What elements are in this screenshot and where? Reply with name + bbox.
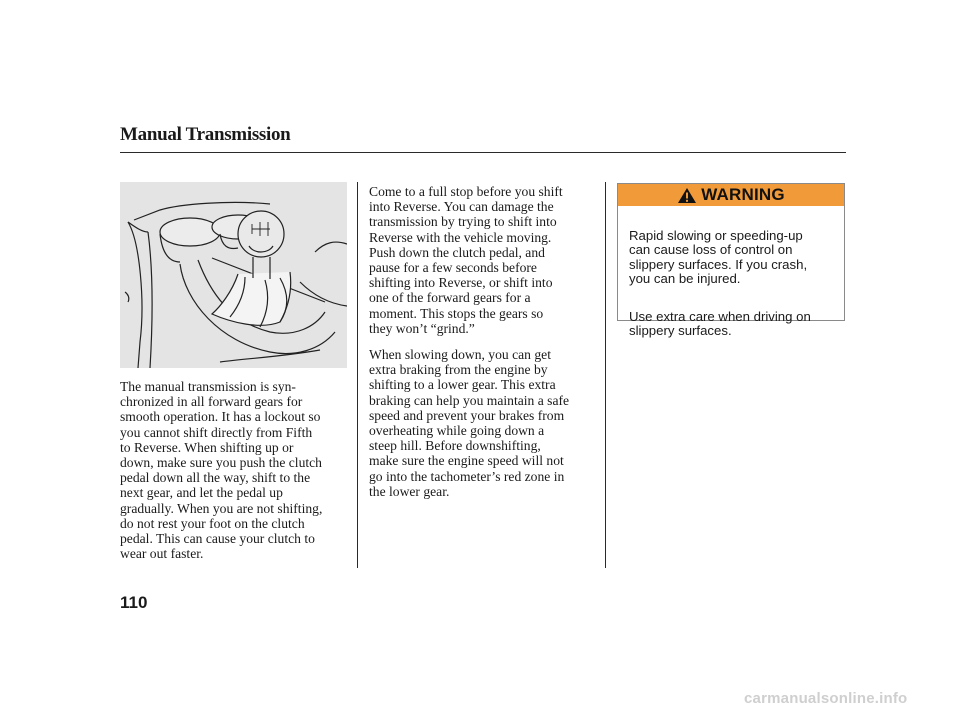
column-divider-1 — [357, 182, 358, 568]
title-divider — [120, 152, 846, 153]
shift-lever-drawing — [120, 182, 347, 368]
page-title: Manual Transmission — [120, 124, 291, 145]
warning-header — [618, 184, 844, 206]
warning-triangle-icon — [677, 187, 697, 204]
page-number: 110 — [120, 593, 148, 612]
middle-column-paragraph-2: When slowing down, you can get extra braking from the engine by shifting to a lower gear. This extra braking can help you maintain a safe speed and prevent your brakes from overheating while going down a steep hill. Before downshifting, make sure the engine speed will not go into the tachometer’s red zone in the lower gear. — [369, 347, 570, 499]
warning-label: WARNING — [701, 185, 785, 204]
shift-lever-illustration — [120, 182, 347, 368]
column-divider-2 — [605, 182, 606, 568]
warning-box — [617, 183, 845, 339]
warning-text — [618, 206, 844, 363]
middle-column-paragraph-1: Come to a full stop before you shift into Reverse. You can damage the transmission by trying to shift into Reverse with the vehicle moving. Push down the clutch pedal, and pause for a few seconds before shifting into Reverse, or shift into one of the forward gears for a moment. This stops the gears so they won’t “grind.” — [369, 184, 563, 336]
warning-text-1: Rapid slowing or speeding-up can cause loss of control on slippery surfaces. If you crash, you can be injured. — [629, 228, 808, 286]
watermark: carmanualsonline.info — [744, 690, 908, 707]
warning-text-2: Use extra care when driving on slippery surfaces. — [629, 309, 811, 339]
left-column-text: The manual transmission is syn- chronized in all forward gears for smooth operation. It has a lockout so you cannot shift directly from Fifth to Reverse. When shifting up or down, make sure you push the clutch pedal down all the way, shift to the next gear, and let the pedal up gradually. When you are not shifting, do not rest your foot on the clutch pedal. This can cause your clutch to wear out faster. — [120, 379, 323, 562]
